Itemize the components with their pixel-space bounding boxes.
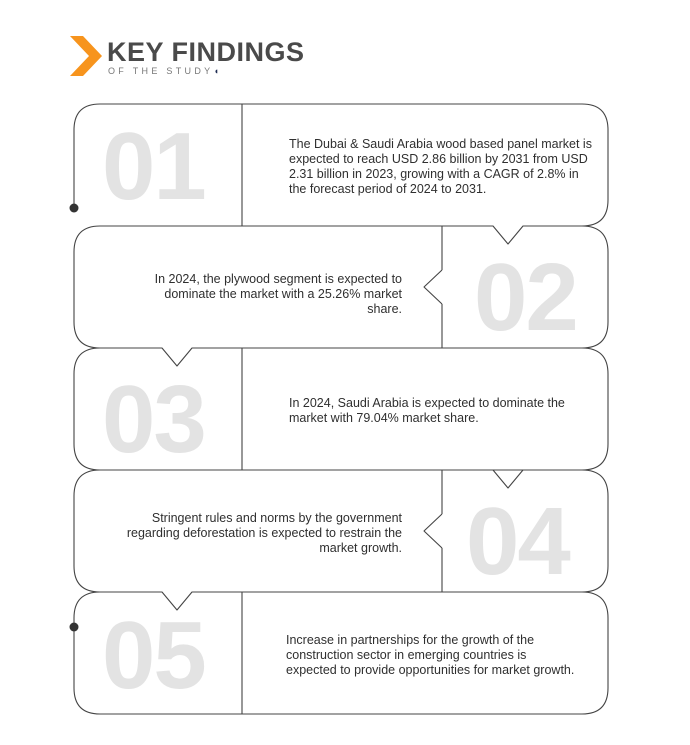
finding-text-5: Increase in partnerships for the growth of the construction sector in emerging countries is expected to provide opportunities for market growth. <box>286 633 575 677</box>
finding-text-3: In 2024, Saudi Arabia is expected to dominate the market with 79.04% market share. <box>289 396 565 425</box>
finding-number-1: 01 <box>102 113 205 220</box>
finding-number-2: 02 <box>474 244 577 351</box>
finding-text-4: Stringent rules and norms by the government regarding deforestation is expected to restrain the market growth. <box>126 511 402 555</box>
finding-text-2: In 2024, the plywood segment is expected to dominate the market with a 25.26% market share. <box>154 272 402 316</box>
connector-dot-icon <box>70 204 79 213</box>
page-title: KEY FINDINGS <box>107 37 305 67</box>
finding-number-4: 04 <box>466 488 569 595</box>
finding-text-1: The Dubai & Saudi Arabia wood based panel market is expected to reach USD 2.86 billion by 2031 from USD 2.31 billion in 2023, growing with a CAGR of 2.8% in the forecast period of 2024 to 2031. <box>289 137 592 196</box>
subtitle-dot-icon: ◖ <box>213 66 219 76</box>
subtitle-text: OF THE STUDY <box>108 66 214 76</box>
finding-number-3: 03 <box>102 366 205 473</box>
finding-number-5: 05 <box>102 602 205 709</box>
connector-dot-icon <box>70 623 79 632</box>
finding-box-2-pointer <box>424 270 442 304</box>
finding-box-4-pointer <box>424 514 442 548</box>
